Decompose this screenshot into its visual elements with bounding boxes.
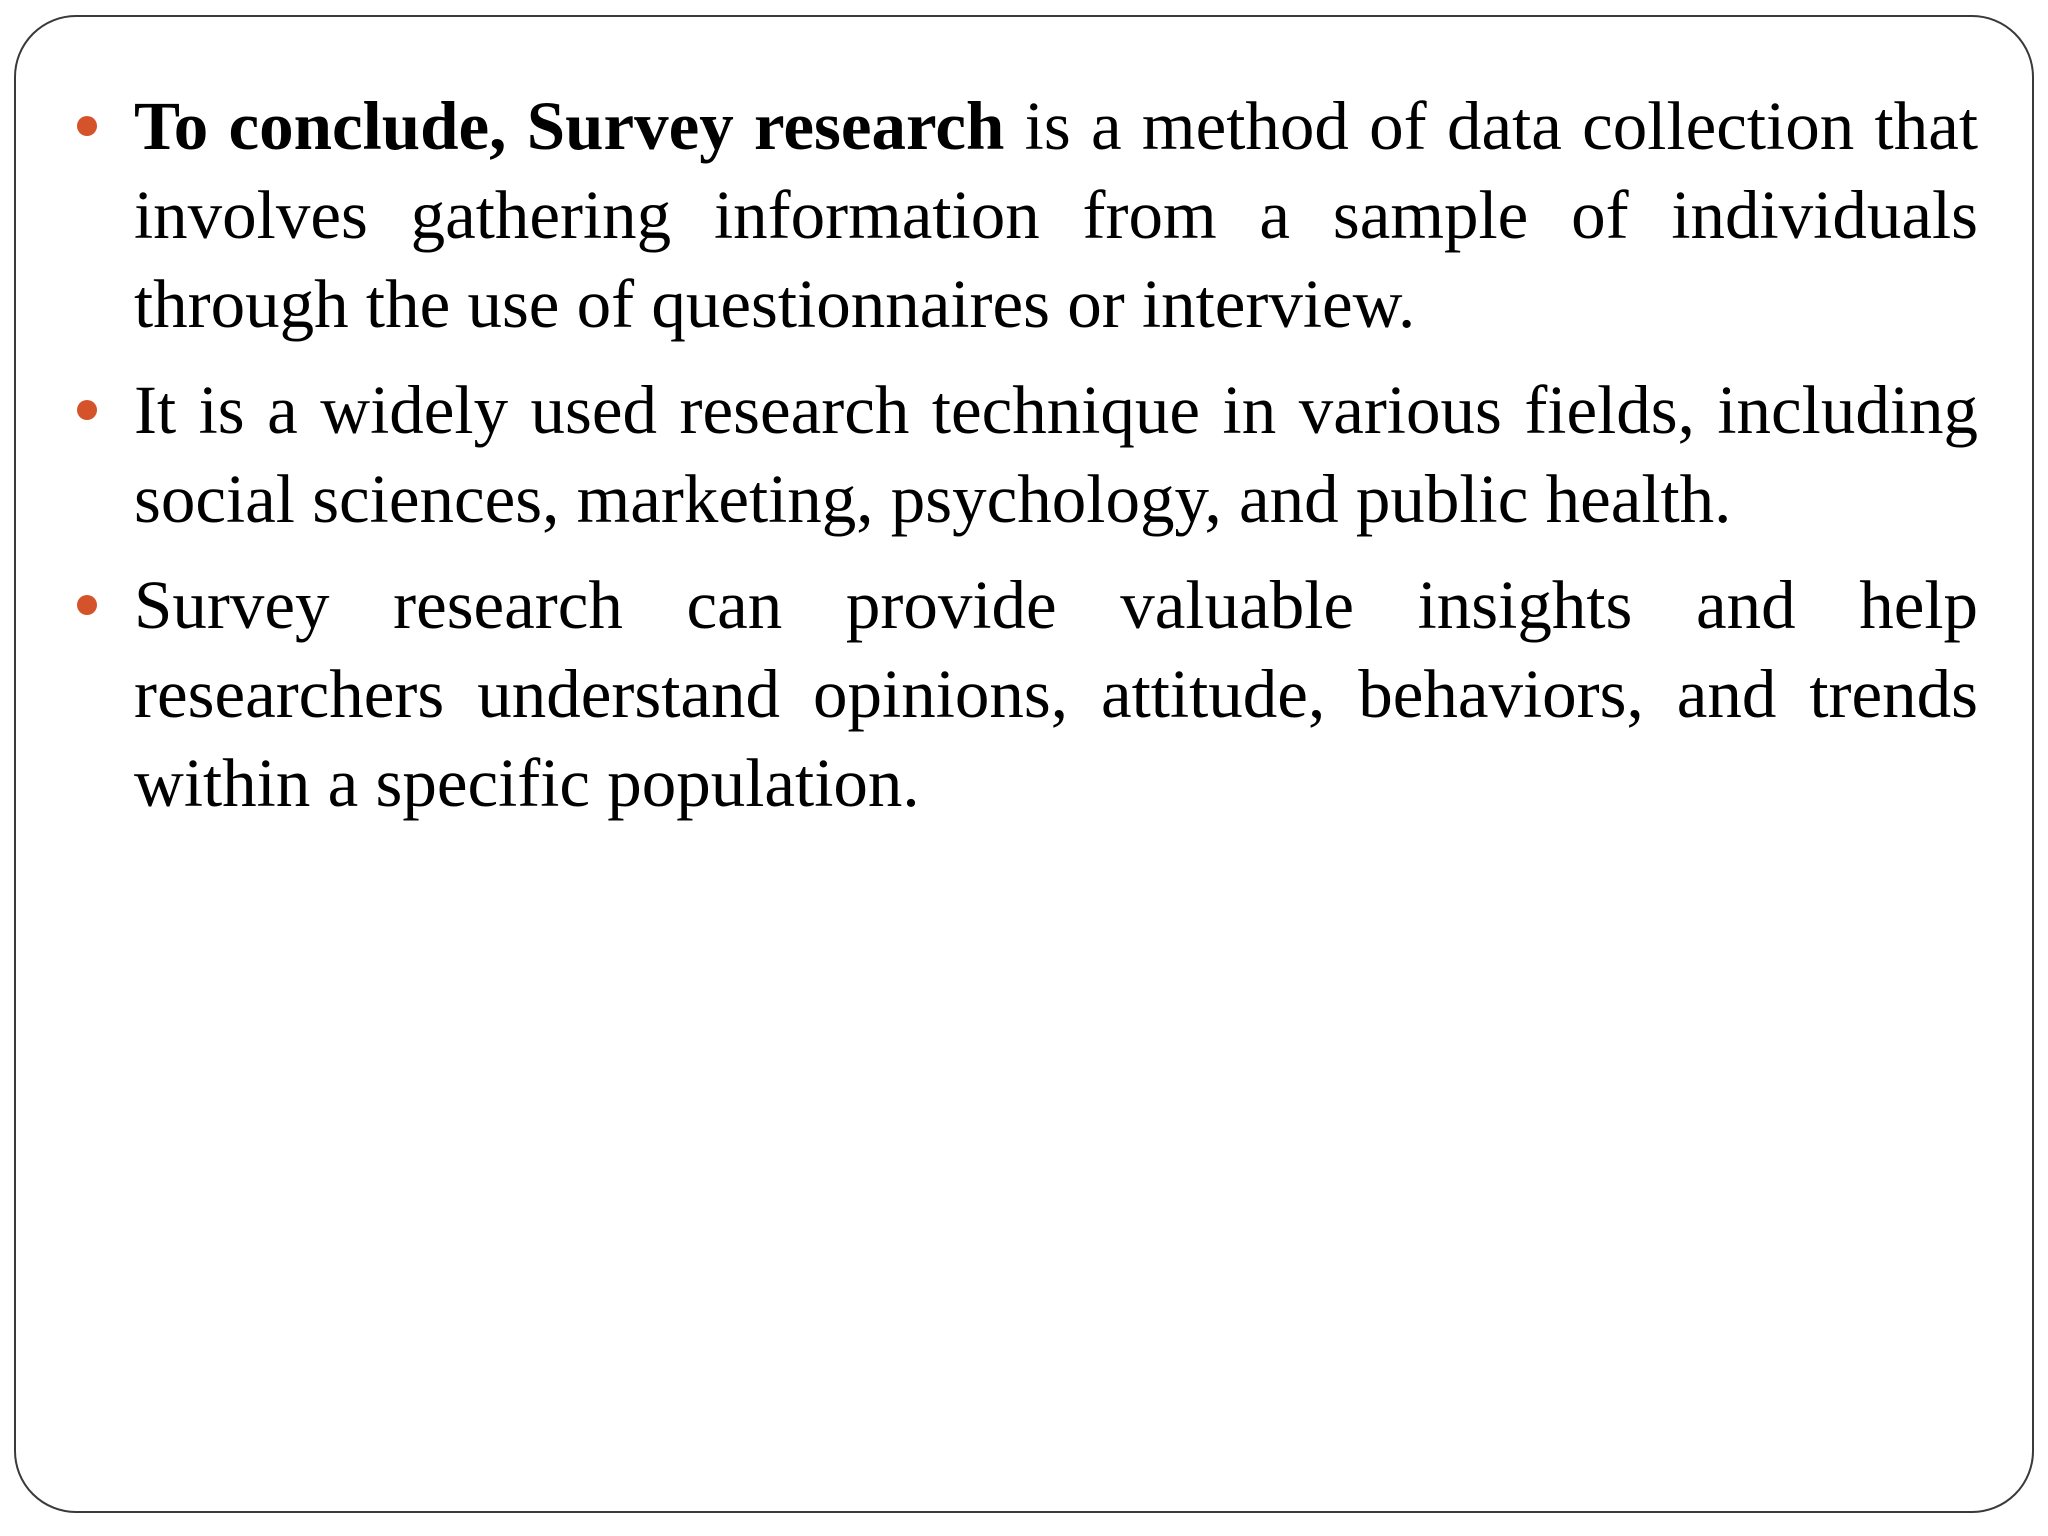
bullet-dot-icon (77, 400, 97, 420)
bullet-list (134, 82, 1978, 845)
bullet-dot-icon (77, 595, 97, 615)
bullet-item-insights (134, 561, 1978, 828)
bullet-bold-text: To conclude, Survey research (134, 88, 1005, 164)
bullet-dot-icon (77, 116, 97, 136)
bullet-text: It is a widely used research technique in various fields, including social sciences, marketing, psychology, and public health. (134, 372, 1978, 537)
bullet-item-usage (134, 366, 1978, 544)
bullet-text: is a method of data collection that involves gathering information from a sample of individuals through the use of questionnaires or interview. (134, 88, 1978, 342)
bullet-item-conclusion (134, 82, 1978, 349)
bullet-text: Survey research can provide valuable insights and help researchers understand opinions, attitude, behaviors, and trends within a specific population. (134, 567, 1978, 821)
